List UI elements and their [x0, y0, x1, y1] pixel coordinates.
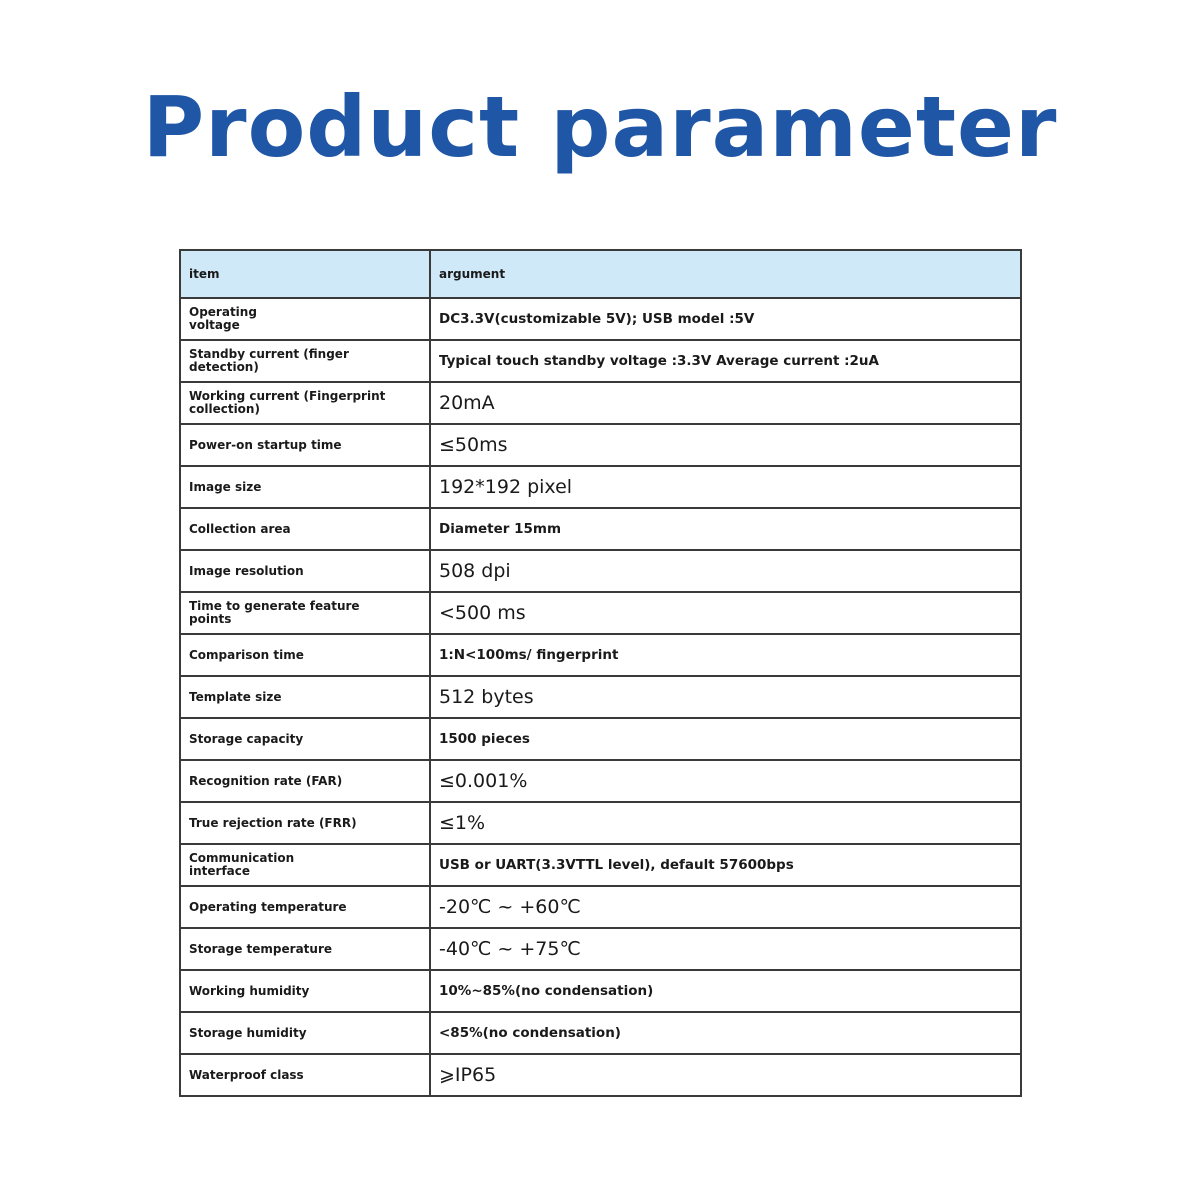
row-argument-value: Diameter 15mm — [430, 508, 1021, 550]
table-header-row — [180, 250, 1021, 298]
row-item-label: Operating voltage — [180, 298, 430, 340]
row-argument-value: ≤0.001% — [430, 760, 1021, 802]
table-row — [180, 592, 1021, 634]
row-argument-value: 192*192 pixel — [430, 466, 1021, 508]
row-item-label: Waterproof class — [180, 1054, 430, 1096]
row-item-label: Collection area — [180, 508, 430, 550]
row-item-label: Storage temperature — [180, 928, 430, 970]
row-item-label: Storage humidity — [180, 1012, 430, 1054]
row-item-label: Working humidity — [180, 970, 430, 1012]
row-item-label: Standby current (finger detection) — [180, 340, 430, 382]
table-row — [180, 382, 1021, 424]
table-row — [180, 1012, 1021, 1054]
table-row — [180, 676, 1021, 718]
row-item-label: Image resolution — [180, 550, 430, 592]
row-item-label: True rejection rate (FRR) — [180, 802, 430, 844]
table-row — [180, 1054, 1021, 1096]
header-item: item — [180, 250, 430, 298]
table-row — [180, 550, 1021, 592]
table-row — [180, 718, 1021, 760]
row-item-label: Storage capacity — [180, 718, 430, 760]
table-row — [180, 508, 1021, 550]
row-argument-value: ≤50ms — [430, 424, 1021, 466]
row-argument-value: USB or UART(3.3VTTL level), default 57600bps — [430, 844, 1021, 886]
table-row — [180, 844, 1021, 886]
table-row — [180, 424, 1021, 466]
row-argument-value: -20℃ ~ +60℃ — [430, 886, 1021, 928]
row-argument-value: 20mA — [430, 382, 1021, 424]
row-argument-value: 10%~85%(no condensation) — [430, 970, 1021, 1012]
table-row — [180, 634, 1021, 676]
row-item-label: Time to generate feature points — [180, 592, 430, 634]
table-row — [180, 928, 1021, 970]
row-argument-value: ⩾IP65 — [430, 1054, 1021, 1096]
table-row — [180, 802, 1021, 844]
row-argument-value: -40℃ ~ +75℃ — [430, 928, 1021, 970]
table-row — [180, 760, 1021, 802]
row-item-label: Comparison time — [180, 634, 430, 676]
row-item-label: Recognition rate (FAR) — [180, 760, 430, 802]
row-argument-value: 508 dpi — [430, 550, 1021, 592]
table-row — [180, 886, 1021, 928]
row-argument-value: ≤1% — [430, 802, 1021, 844]
row-argument-value: <85%(no condensation) — [430, 1012, 1021, 1054]
row-argument-value: DC3.3V(customizable 5V); USB model :5V — [430, 298, 1021, 340]
row-item-label: Image size — [180, 466, 430, 508]
row-argument-value: <500 ms — [430, 592, 1021, 634]
row-argument-value: Typical touch standby voltage :3.3V Average current :2uA — [430, 340, 1021, 382]
table-row — [180, 298, 1021, 340]
table-row — [180, 466, 1021, 508]
page-title: Product parameter — [142, 78, 1058, 176]
row-item-label: Communication interface — [180, 844, 430, 886]
row-item-label: Operating temperature — [180, 886, 430, 928]
row-argument-value: 512 bytes — [430, 676, 1021, 718]
table-row — [180, 970, 1021, 1012]
row-argument-value: 1:N<100ms/ fingerprint — [430, 634, 1021, 676]
row-item-label: Power-on startup time — [180, 424, 430, 466]
row-item-label: Template size — [180, 676, 430, 718]
table-row — [180, 340, 1021, 382]
parameter-table — [179, 249, 1022, 1097]
row-item-label: Working current (Fingerprint collection) — [180, 382, 430, 424]
header-argument: argument — [430, 250, 1021, 298]
row-argument-value: 1500 pieces — [430, 718, 1021, 760]
